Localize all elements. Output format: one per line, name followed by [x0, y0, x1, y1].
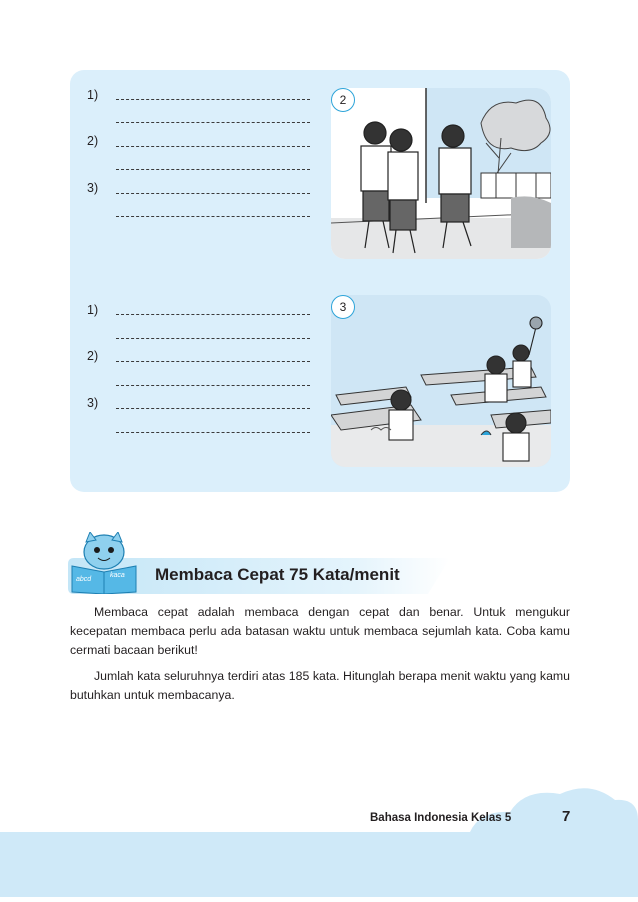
answer-number: 2): [87, 349, 99, 363]
book-label: abcd: [76, 576, 92, 583]
scene-illustration-2: [331, 88, 551, 259]
answer-line[interactable]: [116, 146, 310, 147]
paragraph: Jumlah kata seluruhnya terdiri atas 185 kata. Hitunglah berapa menit waktu yang kamu butuhkan untuk membacanya.: [70, 669, 570, 702]
page-number: 7: [562, 808, 571, 825]
answer-line[interactable]: [116, 193, 310, 194]
answer-line[interactable]: [116, 361, 310, 362]
picture-number-badge: 3: [331, 295, 355, 319]
answer-line[interactable]: [116, 314, 310, 315]
answer-line[interactable]: [116, 385, 310, 386]
answer-number: 3): [87, 181, 99, 195]
footer-background: [0, 780, 638, 897]
answer-number: 1): [87, 88, 99, 102]
answer-line[interactable]: [116, 338, 310, 339]
mascot-reading-icon: [70, 532, 140, 594]
answer-line[interactable]: [116, 169, 310, 170]
book-label: kaca: [110, 572, 125, 579]
answer-number: 2): [87, 134, 99, 148]
answer-line[interactable]: [116, 216, 310, 217]
picture-number-badge: 2: [331, 88, 355, 112]
section-title: Membaca Cepat 75 Kata/menit: [155, 565, 400, 584]
answer-line[interactable]: [116, 122, 310, 123]
answer-line[interactable]: [116, 432, 310, 433]
scene-illustration-3: [331, 295, 551, 467]
answer-number: 3): [87, 396, 99, 410]
book-title: Bahasa Indonesia Kelas 5: [370, 812, 512, 824]
paragraph: Membaca cepat adalah membaca dengan cepat dan benar. Untuk mengukur kecepatan membaca perlu ada batasan waktu untuk membaca sejumlah kata. Coba kamu cermati bacaan berikut!: [70, 605, 570, 657]
answer-line[interactable]: [116, 408, 310, 409]
answer-number: 1): [87, 303, 99, 317]
answer-line[interactable]: [116, 99, 310, 100]
